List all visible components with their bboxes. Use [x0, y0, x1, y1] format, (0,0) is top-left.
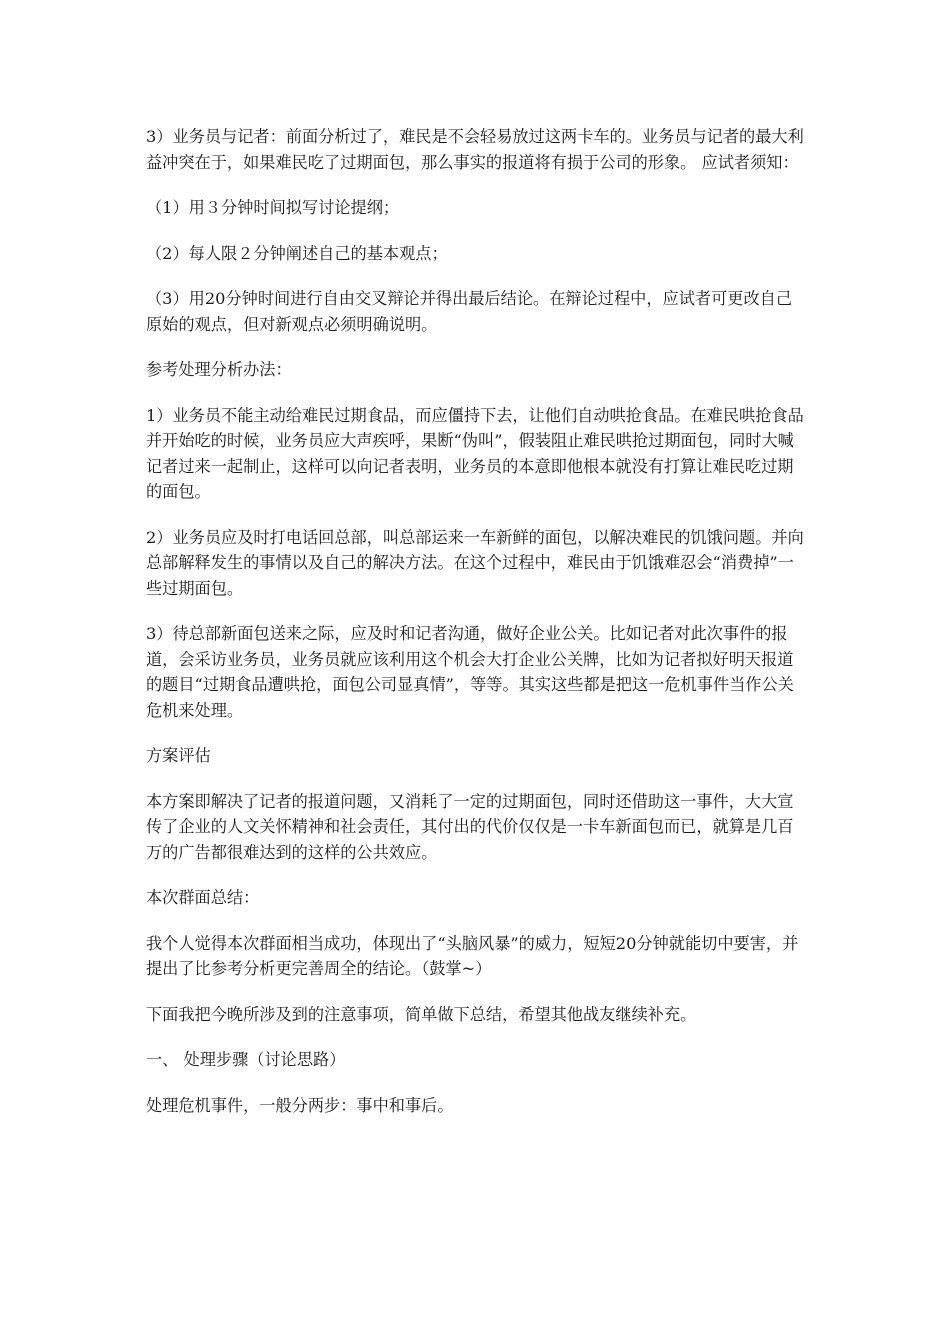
paragraph-rule-3: （3）用20分钟时间进行自由交叉辩论并得出最后结论。在辩论过程中，应试者可更改自己原始的观点，但对新观点必须明确说明。	[146, 289, 793, 334]
paragraph-summary: 我个人觉得本次群面相当成功，体现出了“头脑风暴”的威力，短短20分钟就能切中要害，并提出了比参考分析更完善周全的结论。（鼓掌~）	[146, 933, 799, 978]
paragraph-rule-2: （2）每人限２分钟阐述自己的基本观点；	[146, 243, 448, 263]
paragraph-notes-intro: 下面我把今晚所涉及到的注意事项，简单做下总结，希望其他战友继续补充。	[146, 1004, 697, 1024]
paragraph-method-2: 2）业务员应及时打电话回总部，叫总部运来一车新鲜的面包，以解决难民的饥饿问题。并向总部解释发生的事情以及自己的解决方法。在这个过程中，难民由于饥饿难忍会“消费掉”一些过期面包。	[146, 527, 804, 598]
paragraph-salesman-reporter: 3）业务员与记者：前面分析过了，难民是不会轻易放过这两卡车的。业务员与记者的最大利益冲突在于，如果难民吃了过期面包，那么事实的报道将有损于公司的形象。 应试者须知：	[146, 127, 804, 172]
heading-reference-method: 参考处理分析办法：	[146, 360, 292, 379]
paragraph-method-1: 1）业务员不能主动给难民过期食品，而应僵持下去，让他们自动哄抢食品。在难民哄抢食品并开始吃的时候，业务员应大声疾呼，果断“伪叫”，假装阻止难民哄抢过期面包，同时大喊记者过来一起制止，这样可以向记者表明，业务员的本意即他根本就没有打算让难民吃过期的面包。	[146, 405, 804, 501]
paragraph-plan-evaluation: 本方案即解决了记者的报道问题，又消耗了一定的过期面包，同时还借助这一事件，大大宣传了企业的人文关怀精神和社会责任，其付出的代价仅仅是一卡车新面包而已，就算是几百万的广告都很难达到的这样的公共效应。	[146, 791, 794, 862]
paragraph-steps: 处理危机事件，一般分两步：事中和事后。	[146, 1095, 454, 1115]
heading-plan-evaluation: 方案评估	[146, 746, 211, 765]
paragraph-rule-1: （1）用３分钟时间拟写讨论提纲；	[146, 198, 400, 217]
heading-summary: 本次群面总结：	[146, 888, 260, 907]
document-body	[146, 124, 806, 1138]
paragraph-method-3: 3）待总部新面包送来之际，应及时和记者沟通，做好企业公关。比如记者对此次事件的报道，会采访业务员，业务员就应该利用这个机会大打企业公关牌，比如为记者拟好明天报道的题目“过期食品遭哄抢，面包公司显真情”，等等。其实这些都是把这一危机事件当作公关危机来处理。	[146, 624, 794, 720]
heading-steps: 一、 处理步骤（讨论思路）	[146, 1050, 346, 1069]
